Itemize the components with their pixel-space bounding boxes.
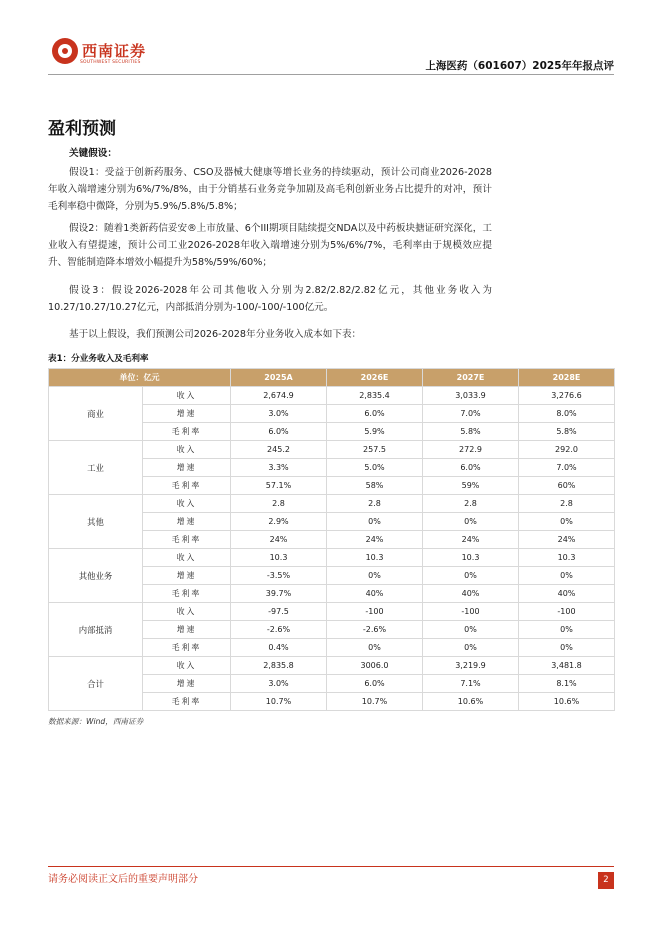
value-cell: -97.5 xyxy=(231,603,327,621)
value-cell: 60% xyxy=(519,477,615,495)
segment-name: 内部抵消 xyxy=(49,603,143,657)
value-cell: 8.1% xyxy=(519,675,615,693)
year-header: 2025A xyxy=(231,369,327,387)
segment-name: 工业 xyxy=(49,441,143,495)
value-cell: 6.0% xyxy=(423,459,519,477)
value-cell: 0% xyxy=(327,513,423,531)
report-title: 上海医药（601607）2025年年报点评 xyxy=(425,60,614,72)
value-cell: 3,276.6 xyxy=(519,387,615,405)
year-header: 2027E xyxy=(423,369,519,387)
metric-label: 增速 xyxy=(143,513,231,531)
value-cell: 5.8% xyxy=(423,423,519,441)
value-cell: 5.0% xyxy=(327,459,423,477)
value-cell: 10.6% xyxy=(519,693,615,711)
metric-label: 增速 xyxy=(143,459,231,477)
metric-label: 毛利率 xyxy=(143,531,231,549)
value-cell: 6.0% xyxy=(231,423,327,441)
metric-label: 毛利率 xyxy=(143,477,231,495)
metric-label: 收入 xyxy=(143,657,231,675)
value-cell: -100 xyxy=(423,603,519,621)
value-cell: 3006.0 xyxy=(327,657,423,675)
value-cell: -2.6% xyxy=(327,621,423,639)
year-header: 2026E xyxy=(327,369,423,387)
table-header-row xyxy=(49,369,615,387)
table-caption: 表1：分业务收入及毛利率 xyxy=(48,354,149,364)
value-cell: 0% xyxy=(423,567,519,585)
value-cell: 40% xyxy=(423,585,519,603)
metric-label: 毛利率 xyxy=(143,639,231,657)
value-cell: 6.0% xyxy=(327,405,423,423)
value-cell: 40% xyxy=(519,585,615,603)
metric-label: 毛利率 xyxy=(143,693,231,711)
metric-label: 毛利率 xyxy=(143,423,231,441)
value-cell: 3.0% xyxy=(231,405,327,423)
table-row xyxy=(49,495,615,513)
value-cell: 10.7% xyxy=(327,693,423,711)
value-cell: 58% xyxy=(327,477,423,495)
metric-label: 毛利率 xyxy=(143,585,231,603)
value-cell: 0% xyxy=(519,639,615,657)
value-cell: 10.3 xyxy=(519,549,615,567)
value-cell: 3,033.9 xyxy=(423,387,519,405)
value-cell: 10.3 xyxy=(231,549,327,567)
summary-line: 基于以上假设，我们预测公司2026-2028年分业务收入成本如下表： xyxy=(69,329,362,340)
value-cell: 0.4% xyxy=(231,639,327,657)
unit-header: 单位：亿元 xyxy=(49,369,231,387)
value-cell: 2.8 xyxy=(423,495,519,513)
table-row xyxy=(49,549,615,567)
assumption-2: 假设2：随着1类新药信妥安®上市放量、6个III期项目陆续提交NDA以及中药板块搪证研究深化，工业收入有望提速，预计公司工业2026-2028年收入端增速分别为5%/6%/7%，毛利率由于规模效应提升、智能制造降本增效小幅提升为58%/59%/60%； xyxy=(48,223,492,268)
data-source: 数据来源：Wind，西南证券 xyxy=(48,717,144,726)
key-assumptions-heading: 关键假设： xyxy=(69,148,117,159)
metric-label: 收入 xyxy=(143,387,231,405)
value-cell: 245.2 xyxy=(231,441,327,459)
value-cell: 6.0% xyxy=(327,675,423,693)
metric-label: 收入 xyxy=(143,441,231,459)
value-cell: 57.1% xyxy=(231,477,327,495)
value-cell: 3.0% xyxy=(231,675,327,693)
table-row xyxy=(49,603,615,621)
logo-text-en: SOUTHWEST SECURITIES xyxy=(80,60,141,65)
metric-label: 增速 xyxy=(143,621,231,639)
logo-mark-icon xyxy=(52,38,78,64)
table-row xyxy=(49,657,615,675)
metric-label: 增速 xyxy=(143,405,231,423)
value-cell: 272.9 xyxy=(423,441,519,459)
metric-label: 收入 xyxy=(143,495,231,513)
value-cell: -100 xyxy=(519,603,615,621)
value-cell: 0% xyxy=(519,621,615,639)
value-cell: 0% xyxy=(327,567,423,585)
segment-name: 合计 xyxy=(49,657,143,711)
segment-name: 其他 xyxy=(49,495,143,549)
value-cell: 8.0% xyxy=(519,405,615,423)
value-cell: 3,481.8 xyxy=(519,657,615,675)
value-cell: 40% xyxy=(327,585,423,603)
value-cell: 2,835.4 xyxy=(327,387,423,405)
value-cell: 2.8 xyxy=(519,495,615,513)
value-cell: 7.0% xyxy=(423,405,519,423)
value-cell: 39.7% xyxy=(231,585,327,603)
value-cell: 7.0% xyxy=(519,459,615,477)
value-cell: 10.7% xyxy=(231,693,327,711)
value-cell: 0% xyxy=(423,639,519,657)
value-cell: 3.3% xyxy=(231,459,327,477)
year-header: 2028E xyxy=(519,369,615,387)
metric-label: 收入 xyxy=(143,549,231,567)
value-cell: 7.1% xyxy=(423,675,519,693)
segment-name: 其他业务 xyxy=(49,549,143,603)
segment-name: 商业 xyxy=(49,387,143,441)
value-cell: 2.8 xyxy=(327,495,423,513)
value-cell: 2.8 xyxy=(231,495,327,513)
table-row xyxy=(49,387,615,405)
value-cell: 2,835.8 xyxy=(231,657,327,675)
page-number: 2 xyxy=(598,872,614,889)
value-cell: 59% xyxy=(423,477,519,495)
value-cell: 2.9% xyxy=(231,513,327,531)
value-cell: -100 xyxy=(327,603,423,621)
value-cell: 292.0 xyxy=(519,441,615,459)
segment-revenue-table xyxy=(48,368,615,711)
value-cell: -2.6% xyxy=(231,621,327,639)
value-cell: 24% xyxy=(327,531,423,549)
company-logo xyxy=(48,38,158,70)
value-cell: 24% xyxy=(519,531,615,549)
value-cell: 2,674.9 xyxy=(231,387,327,405)
header-divider xyxy=(48,74,614,75)
assumption-3: 假设3：假设2026-2028年公司其他收入分别为2.82/2.82/2.82亿元，其他业务收入为10.27/10.27/10.27亿元，内部抵消分别为-100/-100/-100亿元。 xyxy=(48,285,492,313)
logo-text-cn: 西南证券 xyxy=(82,42,147,60)
value-cell: 5.8% xyxy=(519,423,615,441)
value-cell: 0% xyxy=(519,513,615,531)
value-cell: 24% xyxy=(231,531,327,549)
footer-divider xyxy=(48,866,614,867)
table-body xyxy=(49,387,615,711)
value-cell: 10.3 xyxy=(327,549,423,567)
value-cell: 0% xyxy=(327,639,423,657)
value-cell: 0% xyxy=(423,513,519,531)
footer-disclaimer: 请务必阅读正文后的重要声明部分 xyxy=(48,874,198,885)
metric-label: 收入 xyxy=(143,603,231,621)
assumption-1: 假设1：受益于创新药服务、CSO及器械大健康等增长业务的持续驱动，预计公司商业2026-2028年收入端增速分别为6%/7%/8%，由于分销基石业务竞争加剧及高毛利创新业务占比提升的对冲，预计毛利率稳中微降，分别为5.9%/5.8%/5.8%； xyxy=(48,167,492,212)
metric-label: 增速 xyxy=(143,567,231,585)
value-cell: 10.6% xyxy=(423,693,519,711)
section-title: 盈利预测 xyxy=(48,119,116,139)
value-cell: 3,219.9 xyxy=(423,657,519,675)
value-cell: 5.9% xyxy=(327,423,423,441)
value-cell: 0% xyxy=(519,567,615,585)
value-cell: 24% xyxy=(423,531,519,549)
value-cell: 0% xyxy=(423,621,519,639)
page-header xyxy=(0,0,662,76)
value-cell: 257.5 xyxy=(327,441,423,459)
value-cell: -3.5% xyxy=(231,567,327,585)
table-row xyxy=(49,441,615,459)
value-cell: 10.3 xyxy=(423,549,519,567)
metric-label: 增速 xyxy=(143,675,231,693)
